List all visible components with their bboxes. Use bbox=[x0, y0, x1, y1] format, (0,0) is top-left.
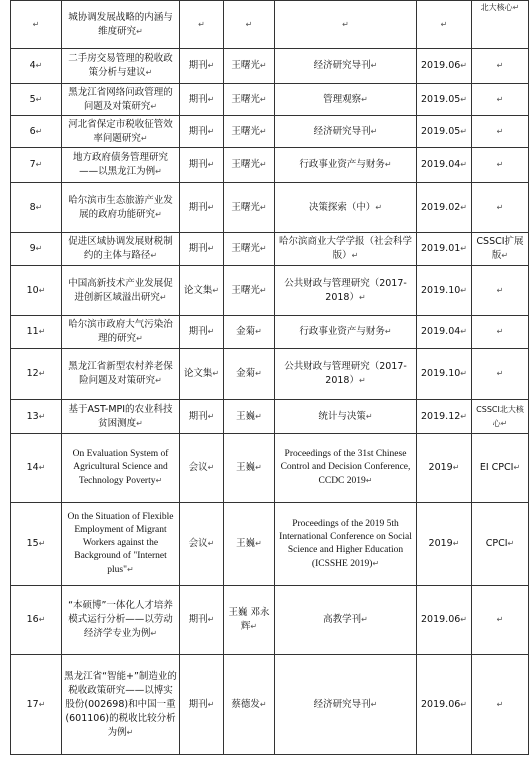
row-number: 6↵ bbox=[11, 116, 62, 148]
author: 王曙光↵ bbox=[224, 49, 275, 84]
table-row bbox=[11, 1, 529, 49]
table-row bbox=[11, 434, 529, 503]
publication-type: 期刊↵ bbox=[180, 49, 224, 84]
index-level: EI CPCI↵ bbox=[472, 434, 529, 503]
publication-type: 期刊↵ bbox=[180, 183, 224, 233]
table-row bbox=[11, 586, 529, 655]
table-row bbox=[11, 84, 529, 116]
publication-type: 期刊↵ bbox=[180, 84, 224, 116]
author: 蔡德发↵ bbox=[224, 655, 275, 755]
paper-title: 黑龙江省网络问政管理的问题及对策研究↵ bbox=[62, 84, 180, 116]
publication-type: 期刊↵ bbox=[180, 148, 224, 183]
publication-type: 期刊↵ bbox=[180, 586, 224, 655]
index-level: ↵ bbox=[472, 84, 529, 116]
index-level: ↵ bbox=[472, 316, 529, 349]
index-level: ↵ bbox=[472, 349, 529, 400]
table-row bbox=[11, 183, 529, 233]
publish-date: 2019.05↵ bbox=[417, 84, 472, 116]
publish-date: 2019.04↵ bbox=[417, 148, 472, 183]
publish-date: 2019.05↵ bbox=[417, 116, 472, 148]
row-number: 11↵ bbox=[11, 316, 62, 349]
publish-date: 2019.01↵ bbox=[417, 233, 472, 266]
row-number: 14↵ bbox=[11, 434, 62, 503]
publish-date: 2019.06↵ bbox=[417, 49, 472, 84]
venue: 高教学刊↵ bbox=[275, 586, 417, 655]
index-level: CPCI↵ bbox=[472, 503, 529, 586]
author: 王曙光↵ bbox=[224, 233, 275, 266]
row-number: 8↵ bbox=[11, 183, 62, 233]
publication-type: 论文集↵ bbox=[180, 349, 224, 400]
paper-title: 黑龙江省“智能+”制造业的税收政策研究——以博实股份(002698)和中国一重(601106)的税收比较分析为例↵ bbox=[62, 655, 180, 755]
publish-date: 2019.10↵ bbox=[417, 349, 472, 400]
author: 王曙光↵ bbox=[224, 116, 275, 148]
row-number: 5↵ bbox=[11, 84, 62, 116]
author: 王曙光↵ bbox=[224, 84, 275, 116]
publication-type: 会议↵ bbox=[180, 503, 224, 586]
index-level: ↵ bbox=[472, 266, 529, 316]
index-level: ↵ bbox=[472, 148, 529, 183]
venue: 行政事业资产与财务↵ bbox=[275, 316, 417, 349]
table-row bbox=[11, 266, 529, 316]
venue: 管理观察↵ bbox=[275, 84, 417, 116]
publication-type: 期刊↵ bbox=[180, 400, 224, 434]
venue: 统计与决策↵ bbox=[275, 400, 417, 434]
author: ↵ bbox=[224, 1, 275, 49]
author: 王曙光↵ bbox=[224, 183, 275, 233]
row-number: 17↵ bbox=[11, 655, 62, 755]
publication-type: 论文集↵ bbox=[180, 266, 224, 316]
venue: ↵ bbox=[275, 1, 417, 49]
publish-date: 2019.06↵ bbox=[417, 655, 472, 755]
row-number: 13↵ bbox=[11, 400, 62, 434]
author: 王巍↵ bbox=[224, 503, 275, 586]
author: 王巍↵ bbox=[224, 434, 275, 503]
publish-date: 2019↵ bbox=[417, 503, 472, 586]
publish-date: 2019.10↵ bbox=[417, 266, 472, 316]
paper-title: 黑龙江省新型农村养老保险问题及对策研究↵ bbox=[62, 349, 180, 400]
publication-type: 期刊↵ bbox=[180, 655, 224, 755]
table-row bbox=[11, 316, 529, 349]
paper-title: 河北省保定市税收征管效率问题研究↵ bbox=[62, 116, 180, 148]
publication-table bbox=[10, 0, 529, 755]
venue: 经济研究导刊↵ bbox=[275, 655, 417, 755]
venue: 决策探索（中）↵ bbox=[275, 183, 417, 233]
row-number: 9↵ bbox=[11, 233, 62, 266]
publish-date: 2019.06↵ bbox=[417, 586, 472, 655]
venue: 公共财政与管理研究（2017-2018）↵ bbox=[275, 266, 417, 316]
paper-title: 地方政府债务管理研究——以黑龙江为例↵ bbox=[62, 148, 180, 183]
paper-title: 城协调发展战略的内涵与维度研究↵ bbox=[62, 1, 180, 49]
table-row bbox=[11, 116, 529, 148]
row-number: 16↵ bbox=[11, 586, 62, 655]
row-number: 4↵ bbox=[11, 49, 62, 84]
row-number: 12↵ bbox=[11, 349, 62, 400]
publish-date: 2019.02↵ bbox=[417, 183, 472, 233]
table-row bbox=[11, 503, 529, 586]
venue: Proceedings of the 31st Chinese Control and Decision Conference, CCDC 2019↵ bbox=[275, 434, 417, 503]
venue: Proceedings of the 2019 5th International Conference on Social Science and Higher Education (ICSSHE 2019)↵ bbox=[275, 503, 417, 586]
row-number: 15↵ bbox=[11, 503, 62, 586]
paper-title: 中国高新技术产业发展促进创新区域溢出研究↵ bbox=[62, 266, 180, 316]
venue: 哈尔滨商业大学学报（社会科学版）↵ bbox=[275, 233, 417, 266]
publication-type: 期刊↵ bbox=[180, 116, 224, 148]
index-level: CSSCI扩展版↵ bbox=[472, 233, 529, 266]
table-row bbox=[11, 400, 529, 434]
author: 王巍 邓永辉↵ bbox=[224, 586, 275, 655]
index-level: ↵ bbox=[472, 183, 529, 233]
row-number: ↵ bbox=[11, 1, 62, 49]
paper-title: 哈尔滨市生态旅游产业发展的政府功能研究↵ bbox=[62, 183, 180, 233]
table-row bbox=[11, 49, 529, 84]
table-row bbox=[11, 655, 529, 755]
author: 金菊↵ bbox=[224, 349, 275, 400]
author: 王巍↵ bbox=[224, 400, 275, 434]
paper-title: “本硕博”一体化人才培养模式运行分析——以劳动经济学专业为例↵ bbox=[62, 586, 180, 655]
paper-title: On Evaluation System of Agricultural Science and Technology Poverty↵ bbox=[62, 434, 180, 503]
venue: 行政事业资产与财务↵ bbox=[275, 148, 417, 183]
publication-type: 会议↵ bbox=[180, 434, 224, 503]
row-number: 10↵ bbox=[11, 266, 62, 316]
publication-type: 期刊↵ bbox=[180, 316, 224, 349]
venue: 公共财政与管理研究（2017-2018）↵ bbox=[275, 349, 417, 400]
author: 金菊↵ bbox=[224, 316, 275, 349]
index-level: ↵ bbox=[472, 49, 529, 84]
table-row bbox=[11, 148, 529, 183]
venue: 经济研究导刊↵ bbox=[275, 49, 417, 84]
publish-date: 2019.04↵ bbox=[417, 316, 472, 349]
paper-title: 二手房交易管理的税收政策分析与建议↵ bbox=[62, 49, 180, 84]
index-level: ↵ bbox=[472, 116, 529, 148]
index-level: 北大核心↵ bbox=[472, 1, 529, 49]
publication-type: 期刊↵ bbox=[180, 233, 224, 266]
publish-date: 2019.12↵ bbox=[417, 400, 472, 434]
publish-date: ↵ bbox=[417, 1, 472, 49]
paper-title: 促进区域协调发展财税制约的主体与路径↵ bbox=[62, 233, 180, 266]
table-row bbox=[11, 349, 529, 400]
author: 王曙光↵ bbox=[224, 148, 275, 183]
paper-title: 基于AST-MPI的农业科技贫困测度↵ bbox=[62, 400, 180, 434]
index-level: ↵ bbox=[472, 586, 529, 655]
author: 王曙光↵ bbox=[224, 266, 275, 316]
venue: 经济研究导刊↵ bbox=[275, 116, 417, 148]
row-number: 7↵ bbox=[11, 148, 62, 183]
paper-title: On the Situation of Flexible Employment of Migrant Workers against the Background of "Internet plus"↵ bbox=[62, 503, 180, 586]
publish-date: 2019↵ bbox=[417, 434, 472, 503]
paper-title: 哈尔滨市政府大气污染治理的研究↵ bbox=[62, 316, 180, 349]
table-row bbox=[11, 233, 529, 266]
index-level: CSSCI北大核心↵ bbox=[472, 400, 529, 434]
index-level: ↵ bbox=[472, 655, 529, 755]
publication-type: ↵ bbox=[180, 1, 224, 49]
